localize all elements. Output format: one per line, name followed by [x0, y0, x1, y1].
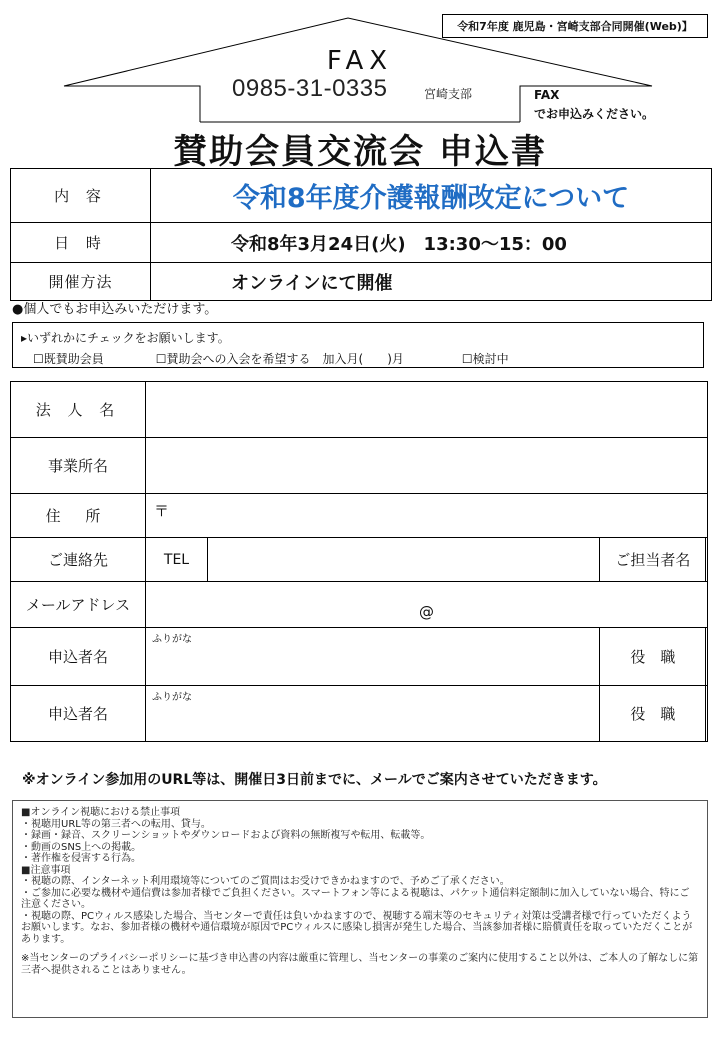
rule-line: ・録画・録音、スクリーンショットやダウンロードおよび資料の無断複写や転用、転載等。: [21, 830, 431, 841]
address-label: 住 所: [11, 494, 146, 538]
rule-line: ・視聴の際、PCウィルス感染した場合、当センターで責任は負いかねますので、視聴する端末等のセキュリティ対策は受講者様で行っていただくようお願いします。なお、参加者様の機材や通信環境が原因でPCウィルスに感染し損害が発生した場合、当該参加者様に賠償責任を取っていただくことがあります。: [21, 910, 693, 945]
fax-branch: 宮崎支部: [424, 87, 473, 101]
rules-box: [12, 800, 708, 1018]
email-label: メールアドレス: [11, 582, 146, 628]
rule-line: ・視聴の際、インターネット利用環境等についてのご質問はお受けできかねますので、予めご了承ください。: [21, 876, 510, 887]
postal-mark: 〒: [154, 502, 170, 520]
email-field[interactable]: [146, 582, 708, 628]
applicant-name-field-2[interactable]: [146, 686, 600, 742]
furigana-label-2: ふりがな: [152, 692, 192, 703]
checkbox-considering[interactable]: ☐検討中: [461, 352, 509, 366]
tel-label: TEL: [146, 538, 208, 582]
position-label-2: 役 職: [600, 686, 706, 742]
applicant-label-1: 申込者名: [11, 628, 146, 686]
office-name-label: 事業所名: [11, 438, 146, 494]
position-field-1[interactable]: [706, 628, 708, 686]
page-title: 賛助会員交流会 申込書: [173, 132, 547, 172]
method-value: オンラインにて開催: [151, 263, 712, 301]
check-instruction: ▸いずれかにチェックをお願いします。: [21, 331, 230, 345]
rule-line: [21, 945, 699, 953]
furigana-label-1: ふりがな: [152, 634, 192, 645]
rule-line: ・動画のSNS上への掲載。: [21, 841, 142, 853]
event-badge: 令和7年度 鹿児島・宮崎支部合同開催(Web)】: [442, 14, 708, 38]
datetime-label: 日 時: [11, 223, 151, 263]
checkbox-join-request[interactable]: ☐賛助会への入会を希望する: [155, 352, 311, 366]
person-in-charge-field[interactable]: [706, 538, 708, 582]
applicant-label-2: 申込者名: [11, 686, 146, 742]
checkbox-existing-member[interactable]: ☐既賛助会員: [33, 352, 104, 366]
datetime-value: 令和8年3月24日(火) 13:30～15：00: [151, 223, 712, 263]
corp-name-field[interactable]: [146, 382, 708, 438]
fax-number: 0985-31-0335: [232, 75, 388, 102]
membership-check-area: [12, 322, 704, 368]
rule-line: ・ご参加に必要な機材や通信費は参加者様でご負担ください。スマートフォン等による視聴は、パケット通信料定額制に加入していない場合、特にご注意ください。: [21, 887, 690, 910]
office-name-field[interactable]: [146, 438, 708, 494]
fax-note-line2: でお申込みください。: [534, 107, 655, 121]
position-label-1: 役 職: [600, 628, 706, 686]
rule-line: ・著作権を侵害する行為。: [21, 853, 141, 864]
contact-label: ご連絡先: [11, 538, 146, 582]
individual-note: ●個人でもお申込みいただけます。: [12, 302, 218, 317]
event-info-table: [10, 168, 712, 301]
online-url-note: ※オンライン参加用のURL等は、開催日3日前までに、メールでご案内させていただきます。: [22, 772, 607, 788]
rule-line: ■オンライン視聴における禁止事項: [21, 807, 181, 818]
rule-line: ■注意事項: [21, 864, 71, 876]
at-sign: @: [419, 602, 434, 621]
method-label: 開催方法: [11, 263, 151, 301]
applicant-name-field-1[interactable]: [146, 628, 600, 686]
position-field-2[interactable]: [706, 686, 708, 742]
rule-line: ・視聴用URL等の第三者への転用、貸与。: [21, 818, 211, 830]
content-label: 内 容: [11, 169, 151, 223]
corp-name-label: 法 人 名: [11, 382, 146, 438]
address-field[interactable]: [146, 494, 708, 538]
join-month-field[interactable]: 加入月( )月: [322, 352, 404, 366]
person-in-charge-label: ご担当者名: [600, 538, 706, 582]
privacy-note: ※当センターのプライバシーポリシーに基づき申込書の内容は厳重に管理し、当センターの事業のご案内に使用すること以外は、ご本人の了解なしに第三者へ提供されることはありません。: [21, 953, 699, 976]
fax-heading: FAX: [326, 46, 394, 76]
fax-note-line1: FAX: [534, 88, 560, 102]
tel-field[interactable]: [208, 538, 600, 582]
applicant-form-table: [10, 381, 708, 742]
content-value: 令和8年度介護報酬改定について: [151, 169, 712, 223]
